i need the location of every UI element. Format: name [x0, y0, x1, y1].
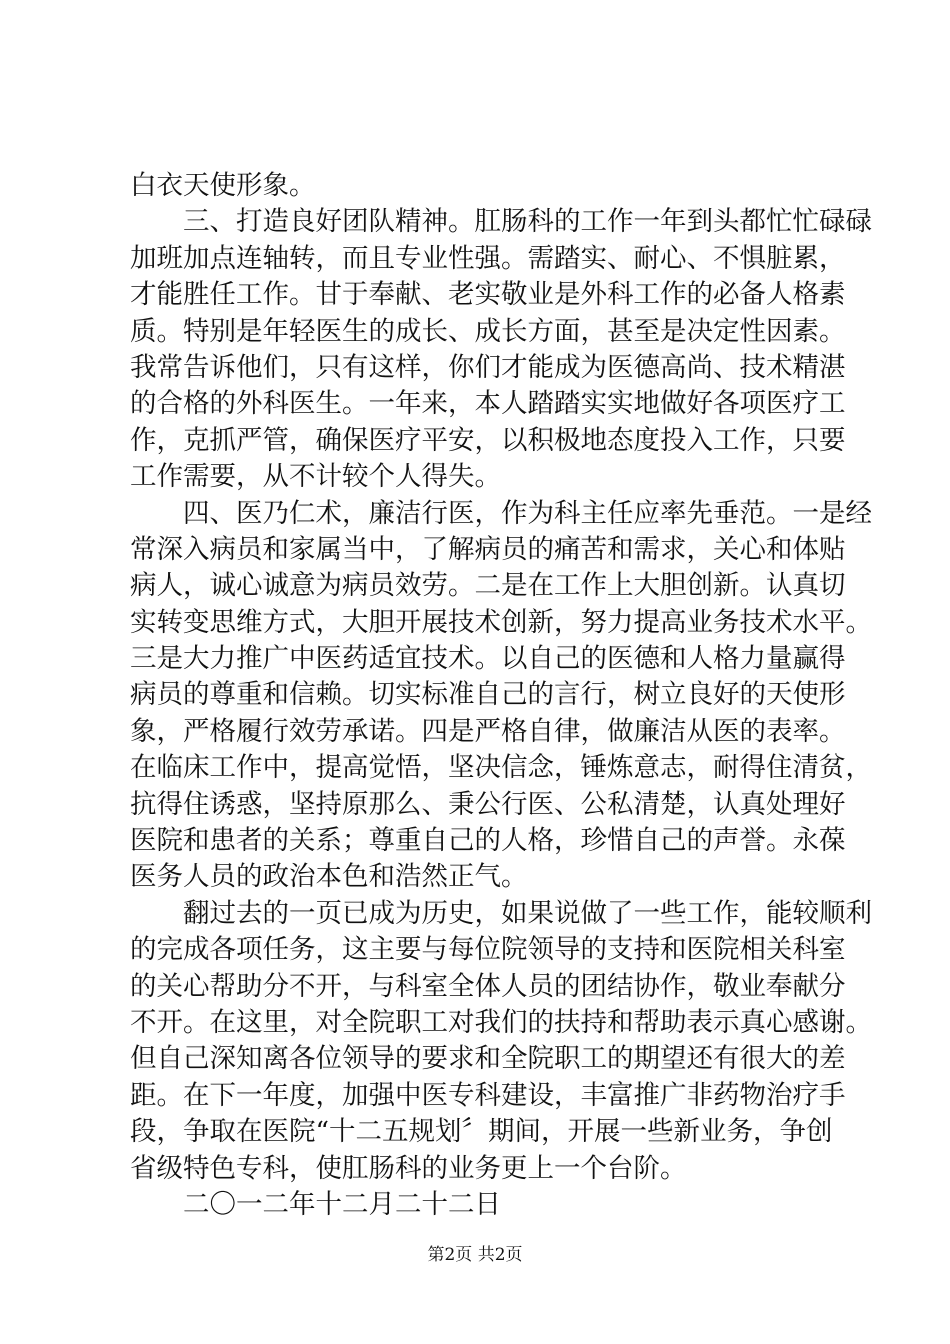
text-line: 的合格的外科医生。一年来，本人踏踏实实地做好各项医疗工 [130, 388, 846, 420]
text-line: 不开。在这里，对全院职工对我们的扶持和帮助表示真心感谢。 [130, 1006, 872, 1038]
text-line: 段，争取在医院“十二五规划〞期间，开展一些新业务，争创 [130, 1116, 833, 1148]
page-number-label: 第2页 共2页 [427, 1245, 523, 1265]
text-line: 的关心帮助分不开，与科室全体人员的团结协作，敬业奉献分 [130, 970, 846, 1002]
text-line: 常深入病员和家属当中，了解病员的痛苦和需求，关心和体贴 [130, 533, 846, 565]
text-line: 实转变思维方式，大胆开展技术创新，努力提高业务技术水平。 [130, 606, 872, 638]
text-line: 加班加点连轴转，而且专业性强。需踏实、耐心、不惧脏累， [130, 242, 846, 274]
text-line: 在临床工作中，提高觉悟，坚决信念，锤炼意志，耐得住清贫， [130, 752, 872, 784]
text-line: 医院和患者的关系；尊重自己的人格，珍惜自己的声誉。永葆 [130, 825, 846, 857]
text-line: 三、打造良好团队精神。肛肠科的工作一年到头都忙忙碌碌 [183, 206, 872, 238]
document-date: 二〇一二年十二月二十二日 [183, 1188, 501, 1220]
text-line: 翻过去的一页已成为历史，如果说做了一些工作，能较顺利 [183, 897, 872, 929]
text-line: 三是大力推广中医药适宜技术。以自己的医德和人格力量赢得 [130, 643, 846, 675]
text-line: 四、医乃仁术，廉洁行医，作为科主任应率先垂范。一是经 [183, 497, 872, 529]
text-line: 作，克抓严管，确保医疗平安，以积极地态度投入工作，只要 [130, 424, 846, 456]
text-line: 距。在下一年度，加强中医专科建设，丰富推广非药物治疗手 [130, 1079, 846, 1111]
document-body [130, 168, 872, 1223]
text-line: 但自己深知离各位领导的要求和全院职工的期望还有很大的差 [130, 1043, 846, 1075]
text-line: 医务人员的政治本色和浩然正气。 [130, 861, 528, 893]
text-line: 我常告诉他们，只有这样，你们才能成为医德高尚、技术精湛 [130, 351, 846, 383]
text-line: 的完成各项任务，这主要与每位院领导的支持和医院相关科室 [130, 934, 846, 966]
text-line: 病人，诚心诚意为病员效劳。二是在工作上大胆创新。认真切 [130, 570, 846, 602]
text-line: 象，严格履行效劳承诺。四是严格自律，做廉洁从医的表率。 [130, 715, 846, 747]
text-line: 质。特别是年轻医生的成长、成长方面，甚至是决定性因素。 [130, 315, 846, 347]
page-footer [0, 1240, 950, 1265]
text-line: 工作需要，从不计较个人得失。 [130, 461, 501, 493]
text-line: 白衣天使形象。 [130, 170, 316, 201]
text-line: 抗得住诱惑，坚持原那么、秉公行医、公私清楚，认真处理好 [130, 788, 846, 820]
text-line: 才能胜任工作。甘于奉献、老实敬业是外科工作的必备人格素 [130, 279, 846, 311]
text-line: 病员的尊重和信赖。切实标准自己的言行，树立良好的天使形 [130, 679, 846, 711]
text-line: 省级特色专科，使肛肠科的业务更上一个台阶。 [130, 1152, 687, 1184]
